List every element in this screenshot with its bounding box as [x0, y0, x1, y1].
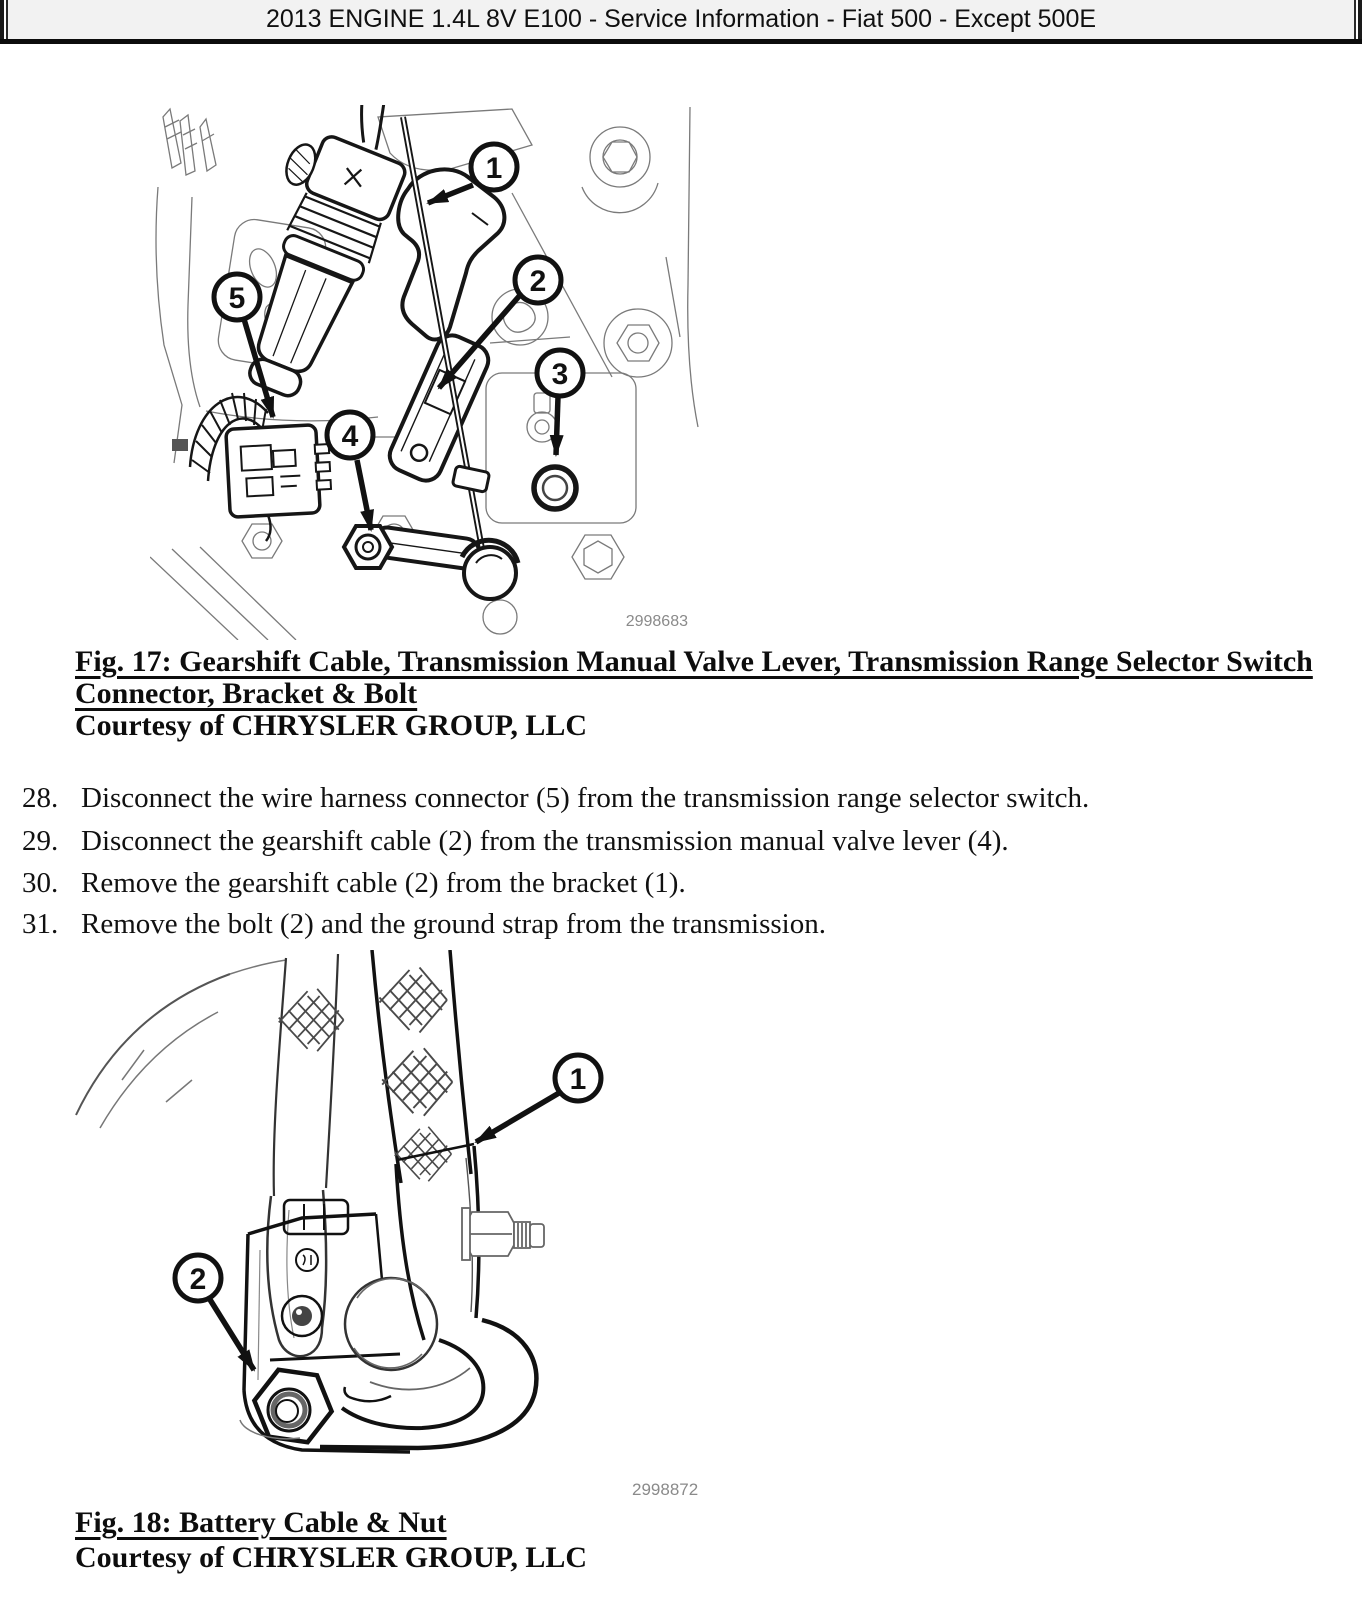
svg-text:3: 3 — [551, 358, 569, 391]
window-edge-right — [1358, 0, 1362, 44]
step-number: 28. — [22, 782, 59, 814]
fig17-callout-4 — [327, 412, 373, 458]
step-text: Disconnect the wire harness connector (5) from the transmission range selector switch. — [81, 782, 1090, 814]
step-text: Disconnect the gearshift cable (2) from the transmission manual valve lever (4). — [81, 825, 1009, 857]
figure-18-illustration — [70, 950, 715, 1460]
fig18-watermark-number: 2998872 — [632, 1480, 699, 1499]
svg-text:4: 4 — [341, 420, 359, 453]
header-divider — [0, 39, 1362, 44]
fig18-fender-background — [76, 960, 286, 1128]
svg-text:2: 2 — [189, 1263, 207, 1296]
fig17-callout-5 — [214, 274, 260, 320]
svg-text:1: 1 — [485, 152, 503, 185]
step-text: Remove the gearshift cable (2) from the bracket (1). — [81, 867, 686, 899]
fig18-caption-line1: Fig. 18: Battery Cable & Nut — [75, 1506, 447, 1539]
fig17-caption-line1: Fig. 17: Gearshift Cable, Transmission Manual Valve Lever, Transmission Range Selector Switch — [75, 645, 1313, 678]
svg-text:5: 5 — [228, 282, 246, 315]
fig18-battery-cable — [372, 950, 479, 1340]
figure-17-illustration — [150, 105, 710, 640]
fig17-courtesy: Courtesy of CHRYSLER GROUP, LLC — [75, 709, 588, 742]
fig18-pinch-bolt — [462, 1208, 544, 1260]
fig17-callout-1 — [471, 144, 517, 190]
step-item-28 — [0, 780, 1362, 818]
page-title: 2013 ENGINE 1.4L 8V E100 - Service Information - Fiat 500 - Except 500E — [265, 5, 1097, 33]
step-item-31 — [0, 906, 1362, 944]
fig17-caption-line2: Connector, Bracket & Bolt — [75, 677, 418, 710]
fig17-watermark-number: 2998683 — [625, 613, 688, 630]
step-number: 31. — [22, 908, 59, 940]
step-number: 29. — [22, 825, 59, 857]
svg-text:1: 1 — [569, 1063, 587, 1096]
step-number: 30. — [22, 867, 59, 899]
svg-text:2: 2 — [529, 265, 547, 298]
fig18-callout-2 — [175, 1255, 221, 1301]
fig17-harness-connector — [190, 393, 332, 541]
header-bar — [6, 0, 1356, 39]
fig17-callout-2 — [515, 257, 561, 303]
fig18-nut — [240, 1367, 336, 1445]
fig18-courtesy: Courtesy of CHRYSLER GROUP, LLC — [75, 1541, 588, 1574]
fig17-callout-3 — [537, 350, 583, 396]
step-text: Remove the bolt (2) and the ground strap from the transmission. — [81, 908, 826, 940]
fig18-callout-1 — [555, 1055, 601, 1101]
fig17-bolt — [534, 467, 576, 509]
fig18-caption — [75, 1505, 1355, 1575]
step-item-29 — [0, 823, 1362, 861]
window-edge-left — [0, 0, 4, 44]
fig17-caption — [75, 646, 1355, 742]
step-item-30 — [0, 865, 1362, 903]
fig18-clamp-hook — [320, 1278, 536, 1448]
